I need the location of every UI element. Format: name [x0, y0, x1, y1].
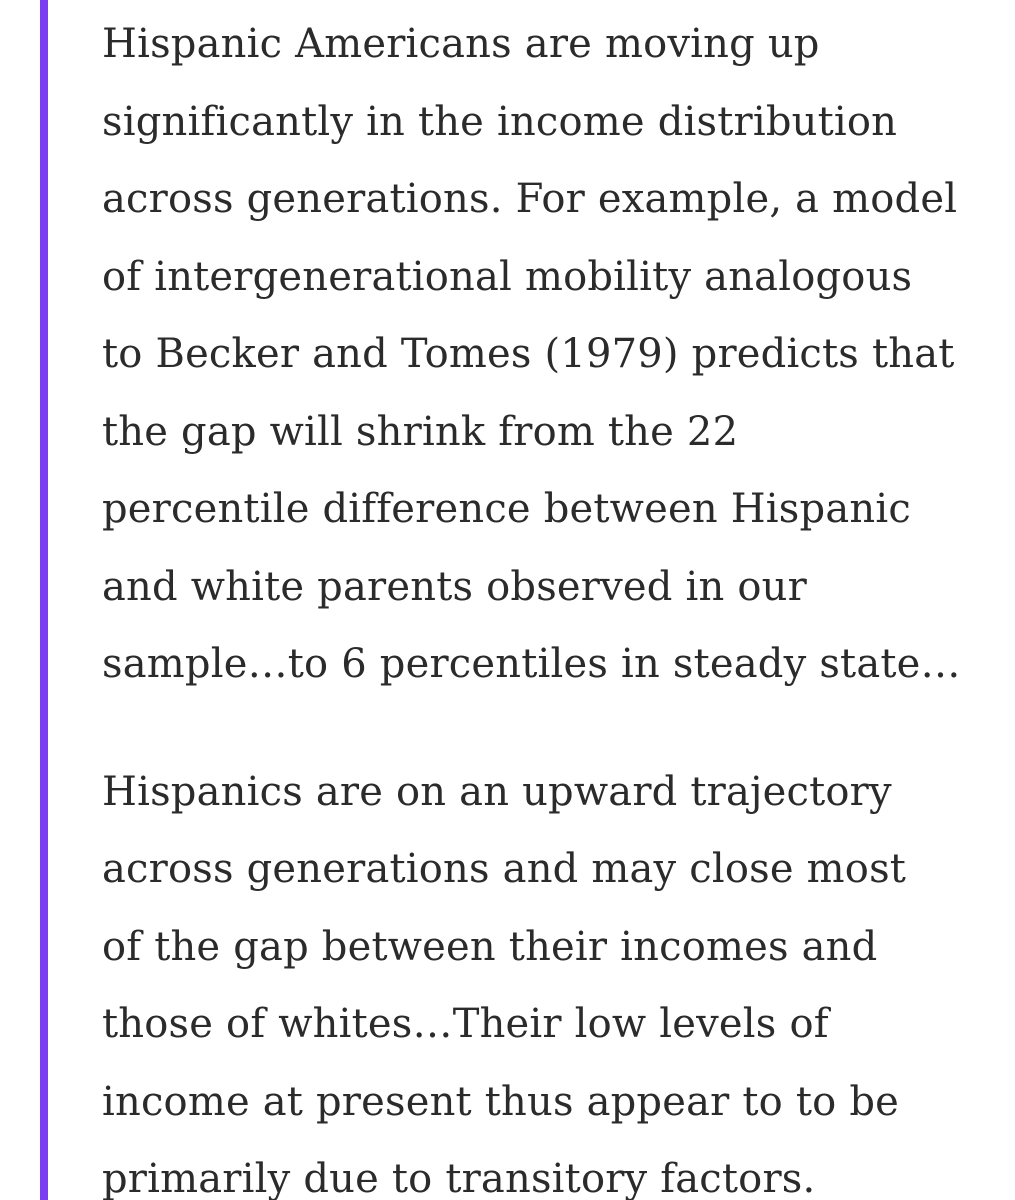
quote-line: Hispanic Americans are moving up	[102, 21, 820, 67]
quote-line: to Becker and Tomes (1979) predicts that	[102, 331, 955, 377]
quote-paragraph-2	[102, 754, 992, 1200]
quote-line: across generations and may close most	[102, 846, 907, 892]
quote-line: and white parents observed in our	[102, 563, 807, 610]
blockquote-accent-bar	[40, 0, 48, 1200]
quote-line: of the gap between their incomes and	[102, 923, 878, 970]
paragraph-spacer	[102, 704, 992, 754]
quote-line: sample…to 6 percentiles in steady state…	[102, 641, 961, 687]
quote-line: Hispanics are on an upward trajectory	[102, 768, 892, 815]
quote-line: the gap will shrink from the 22	[102, 408, 739, 455]
quote-line: primarily due to transitory factors.	[102, 1156, 816, 1200]
quote-line: those of whites…Their low levels of	[102, 1001, 829, 1047]
blockquote	[102, 6, 992, 1200]
quote-paragraph-1	[102, 6, 992, 704]
quote-line: of intergenerational mobility analogous	[102, 253, 913, 300]
quote-line: significantly in the income distribution	[102, 98, 898, 145]
quote-line: income at present thus appear to to be	[102, 1078, 900, 1125]
quote-line: percentile difference between Hispanic	[102, 486, 911, 532]
quote-line: across generations. For example, a model	[102, 176, 958, 222]
